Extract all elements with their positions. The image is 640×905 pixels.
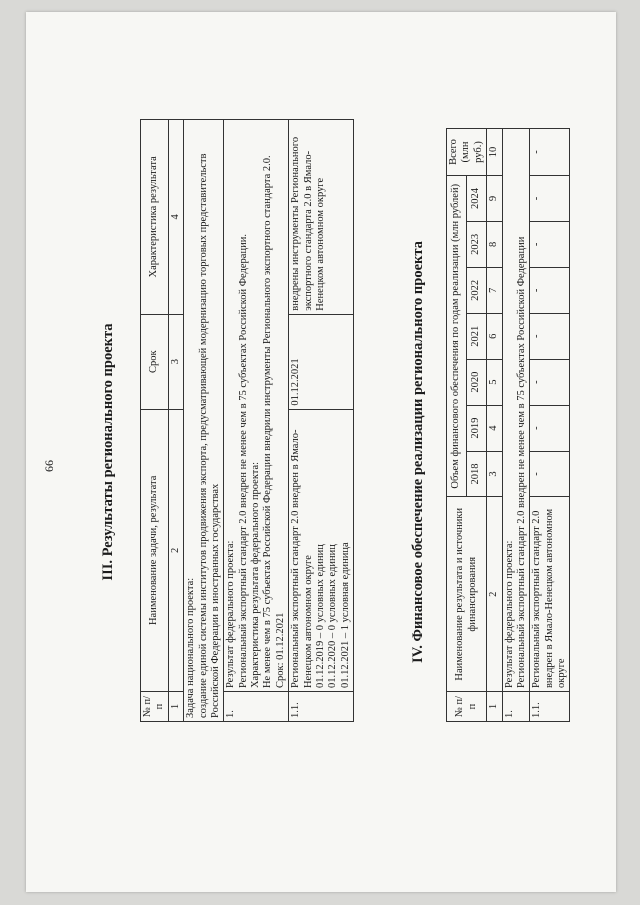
col-number: 5 <box>487 359 502 405</box>
header-num: № п/п <box>141 692 169 722</box>
header-task-name: Наименование задачи, результата <box>141 409 169 691</box>
col-number: 3 <box>487 451 502 497</box>
header-financing-volume: Объем финансового обеспечения по годам реализации (млн рублей) <box>447 176 467 497</box>
col-number: 9 <box>487 176 502 222</box>
value-cell: - <box>530 359 570 405</box>
col-number: 4 <box>487 405 502 451</box>
results-table <box>140 119 354 722</box>
section-4-title: IV. Финансовое обеспечение реализации регионального проекта <box>410 241 426 663</box>
national-task-text: Задача национального проекта: создание единой системы институтов продвижения экспорта, предусматривающей модернизацию торговых представительств Российской Федерации в иностранных государствах <box>184 120 224 722</box>
regional-result-term: 01.12.2021 <box>289 314 354 409</box>
regional-result-characteristic: внедрены инструменты Регионального экспортного стандарта 2.0 в Ямало-Ненецком автономном округе <box>289 120 354 315</box>
header-characteristic: Характеристика результата <box>141 120 169 315</box>
result-row-1-1 <box>289 120 354 722</box>
result-row-1 <box>224 120 289 722</box>
section-3-title: III. Результаты регионального проекта <box>100 323 116 581</box>
finance-row-1 <box>502 129 530 722</box>
col-number: 7 <box>487 267 502 313</box>
col-number: 10 <box>487 129 502 176</box>
col-number: 2 <box>487 497 502 692</box>
col-number: 4 <box>168 120 183 315</box>
row-num: 1.1. <box>289 692 354 722</box>
finance-row-1-1 <box>530 129 570 722</box>
results-header-row <box>141 120 169 722</box>
row-num: 1. <box>224 692 289 722</box>
header-term: Срок <box>141 314 169 409</box>
header-total: Всего (млн руб.) <box>447 129 487 176</box>
header-year: 2021 <box>467 313 487 359</box>
value-cell: - <box>530 313 570 359</box>
rotated-content <box>26 12 616 892</box>
value-cell: - <box>530 451 570 497</box>
col-number: 1 <box>487 692 502 722</box>
header-year: 2018 <box>467 451 487 497</box>
national-task-row <box>184 120 224 722</box>
header-num: № п/п <box>447 692 487 722</box>
header-year: 2019 <box>467 405 487 451</box>
header-year: 2022 <box>467 267 487 313</box>
col-number: 1 <box>168 692 183 722</box>
header-year: 2023 <box>467 221 487 267</box>
value-cell: - <box>530 176 570 222</box>
page-number: 66 <box>42 460 56 472</box>
finance-table <box>446 128 570 722</box>
scanned-page <box>26 12 616 892</box>
regional-result-name: Региональный экспортный стандарт 2.0 внедрен в Ямало-Ненецком автономном округе 01.12.2019 – 0 условных единиц 01.12.2020 – 0 условных единиц 01.12.2021 – 1 условная единица <box>289 409 354 691</box>
header-year: 2020 <box>467 359 487 405</box>
regional-result-name: Региональный экспортный стандарт 2.0 внедрен в Ямало-Ненецком автономном округе <box>530 497 570 692</box>
federal-result-text: Результат федерального проекта: Региональный экспортный стандарт 2.0 внедрен не менее чем в 75 субъектах Российской Федерации. Характеристика результата федерального проекта: Не менее чем в 75 субъектах Российской Федерации внедрили инструменты Регионального экспортного стандарта 2.0. Срок: 01.12.2021 <box>224 120 289 692</box>
value-cell: - <box>530 405 570 451</box>
results-column-numbers-row <box>168 120 183 722</box>
row-num: 1.1. <box>530 692 570 722</box>
header-year: 2024 <box>467 176 487 222</box>
value-cell: - <box>530 129 570 176</box>
header-result-name: Наименование результата и источники финансирования <box>447 497 487 692</box>
federal-result-text: Результат федерального проекта: Региональный экспортный стандарт 2.0 внедрен не менее чем в 75 субъектах Российской Федерации <box>502 129 530 692</box>
col-number: 8 <box>487 221 502 267</box>
finance-column-numbers-row <box>487 129 502 722</box>
finance-header-row <box>447 129 467 722</box>
col-number: 6 <box>487 313 502 359</box>
col-number: 2 <box>168 409 183 691</box>
row-num: 1. <box>502 692 530 722</box>
value-cell: - <box>530 221 570 267</box>
value-cell: - <box>530 267 570 313</box>
col-number: 3 <box>168 314 183 409</box>
